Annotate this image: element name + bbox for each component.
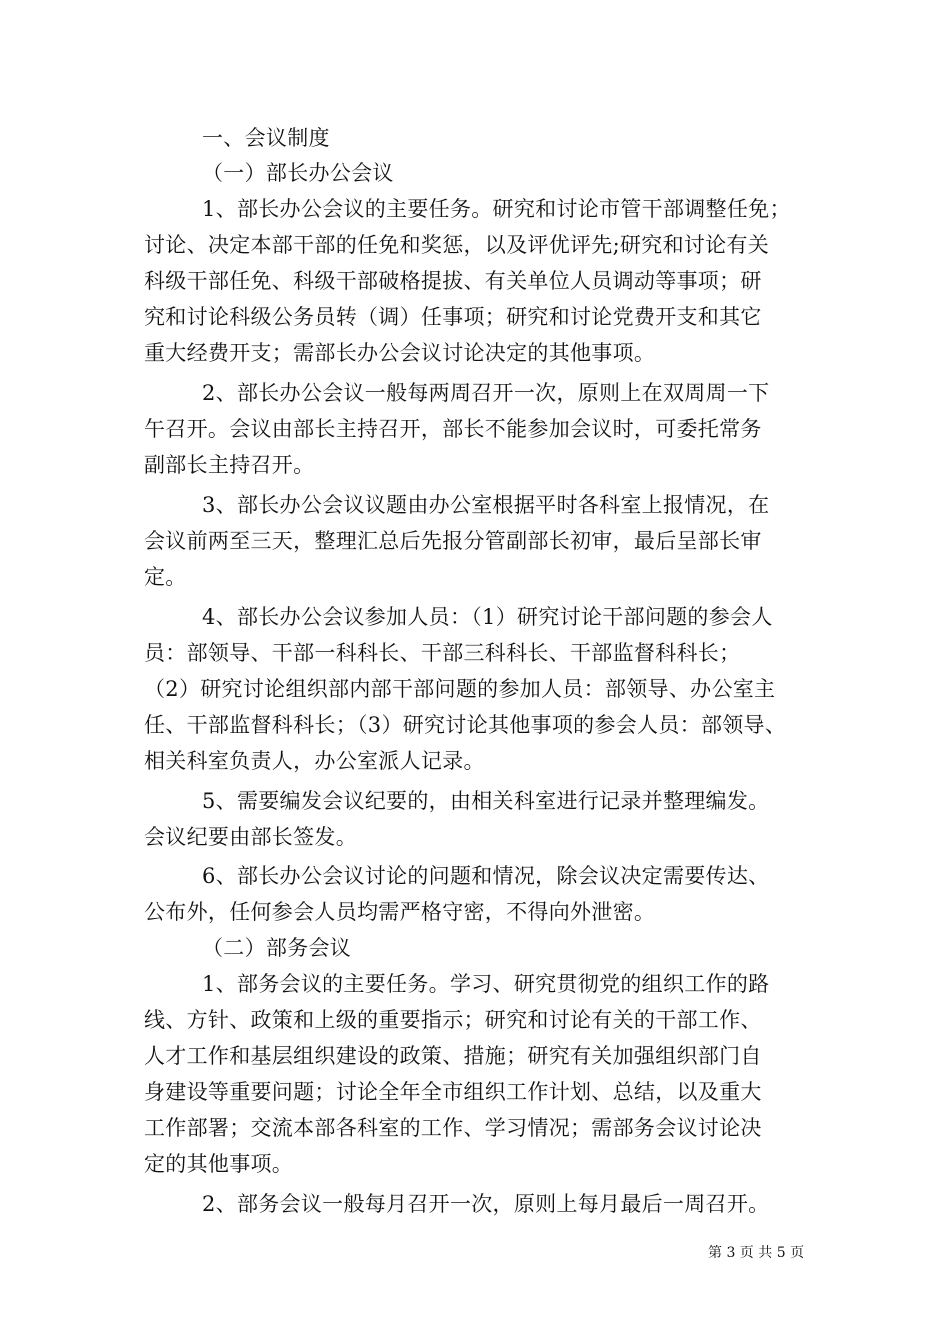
paragraph-line: 会议前两至三天，整理汇总后先报分管副部长初审，最后呈部长审 [144, 529, 762, 553]
page-number-footer: 第 3 页 共 5 页 [708, 1245, 805, 1261]
paragraph-line: （2）研究讨论组织部内部干部问题的参加人员：部领导、办公室主 [144, 677, 776, 701]
paragraph-line: 科级干部任免、科级干部破格提拔、有关单位人员调动等事项；研 [144, 269, 762, 293]
paragraph-line: 公布外，任何参会人员均需严格守密，不得向外泄密。 [144, 900, 656, 924]
section-heading: 一、会议制度 [202, 126, 330, 150]
subsection-heading: （二）部务会议 [202, 936, 352, 960]
paragraph-line: 员：部领导、干部一科科长、干部三科科长、干部监督科科长； [144, 641, 741, 665]
paragraph-line: 1、部务会议的主要任务。学习、研究贯彻党的组织工作的路 [202, 972, 770, 996]
paragraph-line: 相关科室负责人，办公室派人记录。 [144, 749, 485, 773]
paragraph-line: 1、部长办公会议的主要任务。研究和讨论市管干部调整任免； [202, 197, 791, 221]
paragraph-line: 午召开。会议由部长主持召开，部长不能参加会议时，可委托常务 [144, 417, 762, 441]
paragraph-line: 人才工作和基层组织建设的政策、措施；研究有关加强组织部门自 [144, 1044, 762, 1068]
subsection-heading: （一）部长办公会议 [202, 161, 394, 185]
paragraph-line: 2、部长办公会议一般每两周召开一次，原则上在双周周一下 [202, 381, 770, 405]
paragraph-line: 副部长主持召开。 [144, 453, 315, 477]
paragraph-line: 6、部长办公会议讨论的问题和情况，除会议决定需要传达、 [202, 864, 770, 888]
paragraph-line: 身建设等重要问题；讨论全年全市组织工作计划、总结，以及重大 [144, 1080, 762, 1104]
paragraph-line: 定。 [144, 565, 187, 589]
paragraph-line: 任、干部监督科科长；（3）研究讨论其他事项的参会人员：部领导、 [144, 713, 787, 737]
paragraph-line: 工作部署；交流本部各科室的工作、学习情况；需部务会议讨论决 [144, 1116, 762, 1140]
paragraph-line: 定的其他事项。 [144, 1152, 294, 1176]
paragraph-line: 线、方针、政策和上级的重要指示；研究和讨论有关的干部工作、 [144, 1008, 762, 1032]
paragraph-line: 5、需要编发会议纪要的，由相关科室进行记录并整理编发。 [202, 789, 770, 813]
paragraph-line: 重大经费开支；需部长办公会议讨论决定的其他事项。 [144, 341, 656, 365]
paragraph-line: 究和讨论科级公务员转（调）任事项；研究和讨论党费开支和其它 [144, 305, 762, 329]
paragraph-line: 4、部长办公会议参加人员：（1）研究讨论干部问题的参会人 [202, 605, 773, 629]
paragraph-line: 会议纪要由部长签发。 [144, 825, 357, 849]
paragraph-line: 2、部务会议一般每月召开一次，原则上每月最后一周召开。 [202, 1192, 770, 1216]
paragraph-line: 讨论、决定本部干部的任免和奖惩，以及评优评先;研究和讨论有关 [144, 233, 770, 257]
paragraph-line: 3、部长办公会议议题由办公室根据平时各科室上报情况，在 [202, 493, 770, 517]
